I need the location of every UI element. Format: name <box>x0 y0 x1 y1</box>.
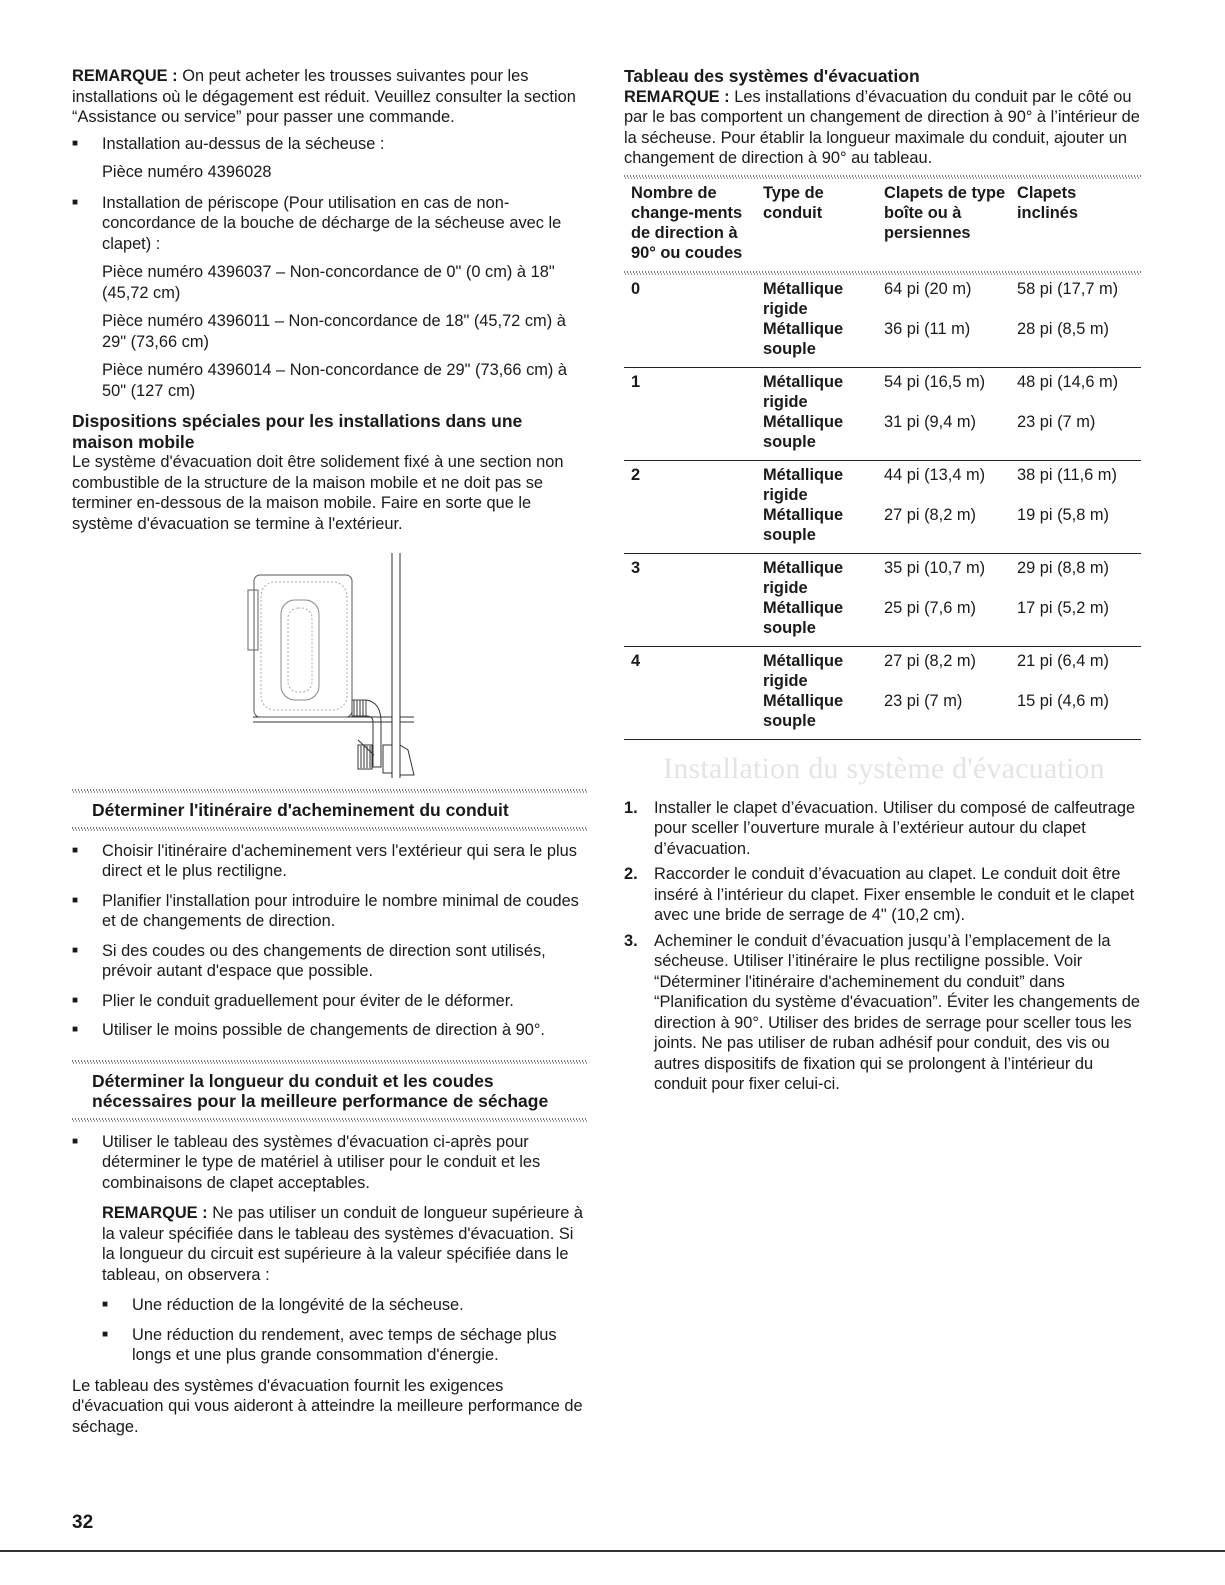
route-heading: Déterminer l'itinéraire d'acheminement du conduit <box>92 800 509 820</box>
right-column <box>624 66 1144 1100</box>
duct-type-cell: Métallique rigide <box>763 558 844 597</box>
table-header-row <box>624 179 1141 271</box>
length-heading: Déterminer la longueur du conduit et les coudes nécessaires pour la meilleure performance de séchage <box>92 1070 549 1111</box>
mobile-home-text: Le système d'évacuation doit être solidement fixé à une section non combustible de la structure de la maison mobile et ne doit pas se terminer en-dessous de la maison mobile. Faire en sorte que le système d'évacuation se termine à l'extérieur. <box>72 453 564 533</box>
header-duct-type: Type de conduit <box>763 183 824 222</box>
angled-hood-length-cell: 17 pi (5,2 m) <box>1017 598 1141 647</box>
angled-hood-length-cell: 15 pi (4,6 m) <box>1017 691 1141 740</box>
angled-hood-length-cell: 58 pi (17,7 m) <box>1017 279 1119 298</box>
elbow-count-cell: 1 <box>631 372 641 391</box>
step-number: 1. <box>624 798 638 817</box>
length-sub-bullet: ■ Une réduction du rendement, avec temps de séchage plus longs et une plus grande consommation d'énergie. <box>102 1325 587 1366</box>
angled-hood-length-cell: 21 pi (6,4 m) <box>1017 651 1110 670</box>
length-note <box>72 1203 587 1285</box>
box-hood-length-cell: 31 pi (9,4 m) <box>884 412 1017 461</box>
duct-type-cell: Métallique souple <box>763 691 884 740</box>
vent-table-title: Tableau des systèmes d'évacuation <box>624 66 920 86</box>
route-bullet: ■ Choisir l'itinéraire d'acheminement vers l'extérieur qui sera le plus direct et le plus rectiligne. <box>72 841 587 882</box>
box-hood-length-cell: 35 pi (10,7 m) <box>884 558 986 577</box>
length-bullet: ■ Utiliser le tableau des systèmes d'évacuation ci-après pour déterminer le type de matériel à utiliser pour le conduit et les combinaisons de clapet acceptables. <box>72 1132 587 1194</box>
duct-type-cell: Métallique rigide <box>763 372 844 411</box>
vent-table-note-label: REMARQUE : <box>624 87 730 106</box>
elbow-count-cell <box>624 505 763 554</box>
box-hood-length-cell: 27 pi (8,2 m) <box>884 651 977 670</box>
table-row <box>624 275 1141 319</box>
route-bullet: ■ Plier le conduit graduellement pour éviter de le déformer. <box>72 991 587 1012</box>
duct-type-cell: Métallique rigide <box>763 279 844 318</box>
angled-hood-length-cell: 19 pi (5,8 m) <box>1017 505 1141 554</box>
elbow-count-cell <box>624 598 763 647</box>
install-step <box>624 864 1144 926</box>
closing-text: Le tableau des systèmes d'évacuation fournit les exigences d'évacuation qui vous aideront à atteindre la meilleure performance de séchage. <box>72 1376 583 1436</box>
page-number: 32 <box>72 1512 94 1533</box>
part-number: Pièce numéro 4396028 <box>102 163 272 181</box>
elbow-count-cell: 2 <box>631 465 641 484</box>
part-number: Pièce numéro 4396037 – Non-concordance de 0" (0 cm) à 18" (45,72 cm) <box>102 263 555 302</box>
angled-hood-length-cell: 23 pi (7 m) <box>1017 412 1141 461</box>
elbow-count-cell: 3 <box>631 558 641 577</box>
box-hood-length-cell: 36 pi (11 m) <box>884 319 1017 368</box>
step-text: Acheminer le conduit d’évacuation jusqu’à l’emplacement de la sécheuse. Utiliser l’itinéraire le plus rectiligne possible. Voir “Déterminer l'itinéraire d'acheminement du conduit” dans “Planification du système d'évacuation”. Éviter les changements de direction à 90°. Utiliser des brides de serrage pour sceller tous les joints. Ne pas utiliser de ruban adhésif pour conduit, des vis ou autres dispositifs de fixation qui se prolongent à l’intérieur du conduit pour fixer celui-ci. <box>654 931 1140 1093</box>
duct-type-cell: Métallique souple <box>763 319 884 368</box>
elbow-count-cell <box>624 412 763 461</box>
elbow-count-cell <box>624 691 763 740</box>
table-row <box>624 367 1141 412</box>
part-number: Pièce numéro 4396014 – Non-concordance de 29" (73,66 cm) à 50" (127 cm) <box>102 361 568 400</box>
length-note-label: REMARQUE : <box>102 1204 208 1222</box>
duct-type-cell: Métallique rigide <box>763 465 844 504</box>
elbow-count-cell: 0 <box>631 279 641 298</box>
vent-table-note <box>624 87 1144 169</box>
elbow-count-cell <box>624 319 763 368</box>
duct-type-cell: Métallique rigide <box>763 651 844 690</box>
angled-hood-length-cell: 48 pi (14,6 m) <box>1017 372 1119 391</box>
elbow-count-cell: 4 <box>631 651 641 670</box>
step-text: Raccorder le conduit d’évacuation au clapet. Le conduit doit être inséré à l’intérieur du clapet. Fixer ensemble le conduit et le clapet avec une bride de serrage de 4" (10,2 cm). <box>654 865 1135 924</box>
install-section-title: Installation du système d'évacuation <box>663 751 1105 785</box>
length-note-text: Ne pas utiliser un conduit de longueur supérieure à la valeur spécifiée dans le tableau des systèmes d'évacuation. Si la longueur du circuit est supérieure à la valeur spécifiée dans le tableau, on observera : <box>102 1204 584 1284</box>
table-row <box>624 598 1141 647</box>
kit-bullet-above-dryer: ■ Installation au-dessus de la sécheuse : <box>72 134 587 155</box>
box-hood-length-cell: 27 pi (8,2 m) <box>884 505 1017 554</box>
kits-note <box>72 66 587 128</box>
kits-note-text: On peut acheter les trousses suivantes pour les installations où le dégagement est réduit. Veuillez consulter la section “Assistance ou service” pour passer une commande. <box>72 67 576 126</box>
table-row <box>624 505 1141 554</box>
dryer-vent-illustration <box>178 550 438 790</box>
vent-systems-table <box>624 179 1141 740</box>
box-hood-length-cell: 54 pi (16,5 m) <box>884 372 986 391</box>
install-steps <box>624 798 1144 1095</box>
table-row <box>624 553 1141 598</box>
box-hood-length-cell: 44 pi (13,4 m) <box>884 465 986 484</box>
vent-table-note-text: Les installations d’évacuation du conduit par le côté ou par le bas comportent un changement de direction à 90° à l’intérieur de la sécheuse. Pour établir la longueur maximale du conduit, ajouter un changement de direction à 90° au tableau. <box>624 87 1140 167</box>
step-number: 2. <box>624 865 638 883</box>
table-row <box>624 319 1141 368</box>
box-hood-length-cell: 64 pi (20 m) <box>884 279 972 298</box>
step-number: 3. <box>624 931 638 950</box>
install-step <box>624 798 1144 860</box>
header-box-hood: Clapets de type boîte ou à persiennes <box>884 183 1006 242</box>
box-hood-length-cell: 23 pi (7 m) <box>884 691 1017 740</box>
duct-type-cell: Métallique souple <box>763 412 884 461</box>
angled-hood-length-cell: 38 pi (11,6 m) <box>1017 465 1117 484</box>
route-bullet: ■ Planifier l'installation pour introduire le nombre minimal de coudes et de changements de direction. <box>72 891 587 932</box>
header-angled-hood: Clapets inclinés <box>1017 183 1079 222</box>
mobile-home-heading: Dispositions spéciales pour les installations dans une maison mobile <box>72 411 523 452</box>
duct-type-cell: Métallique souple <box>763 598 884 647</box>
duct-type-cell: Métallique souple <box>763 505 884 554</box>
install-step <box>624 931 1144 1095</box>
angled-hood-length-cell: 29 pi (8,8 m) <box>1017 558 1110 577</box>
box-hood-length-cell: 25 pi (7,6 m) <box>884 598 1017 647</box>
bottom-rule <box>0 1550 1225 1552</box>
route-bullet: ■ Si des coudes ou des changements de direction sont utilisés, prévoir autant d'espace que possible. <box>72 941 587 982</box>
length-sub-bullet: ■ Une réduction de la longévité de la sécheuse. <box>102 1295 587 1316</box>
route-bullet: ■ Utiliser le moins possible de changements de direction à 90°. <box>72 1020 587 1041</box>
angled-hood-length-cell: 28 pi (8,5 m) <box>1017 319 1141 368</box>
step-text: Installer le clapet d’évacuation. Utiliser du composé de calfeutrage pour sceller l’ouverture murale à l’extérieur autour du clapet d’évacuation. <box>654 798 1136 858</box>
kit-bullet-periscope: ■ Installation de périscope (Pour utilisation en cas de non-concordance de la bouche de décharge de la sécheuse avec le clapet) : <box>72 193 587 255</box>
kits-note-label: REMARQUE : <box>72 67 178 85</box>
table-row <box>624 460 1141 505</box>
part-number: Pièce numéro 4396011 – Non-concordance de 18" (45,72 cm) à 29" (73,66 cm) <box>102 312 566 351</box>
table-row <box>624 412 1141 461</box>
header-elbows: Nombre de change-ments de direction à 90° ou coudes <box>631 183 743 262</box>
table-row <box>624 646 1141 691</box>
table-row <box>624 691 1141 740</box>
